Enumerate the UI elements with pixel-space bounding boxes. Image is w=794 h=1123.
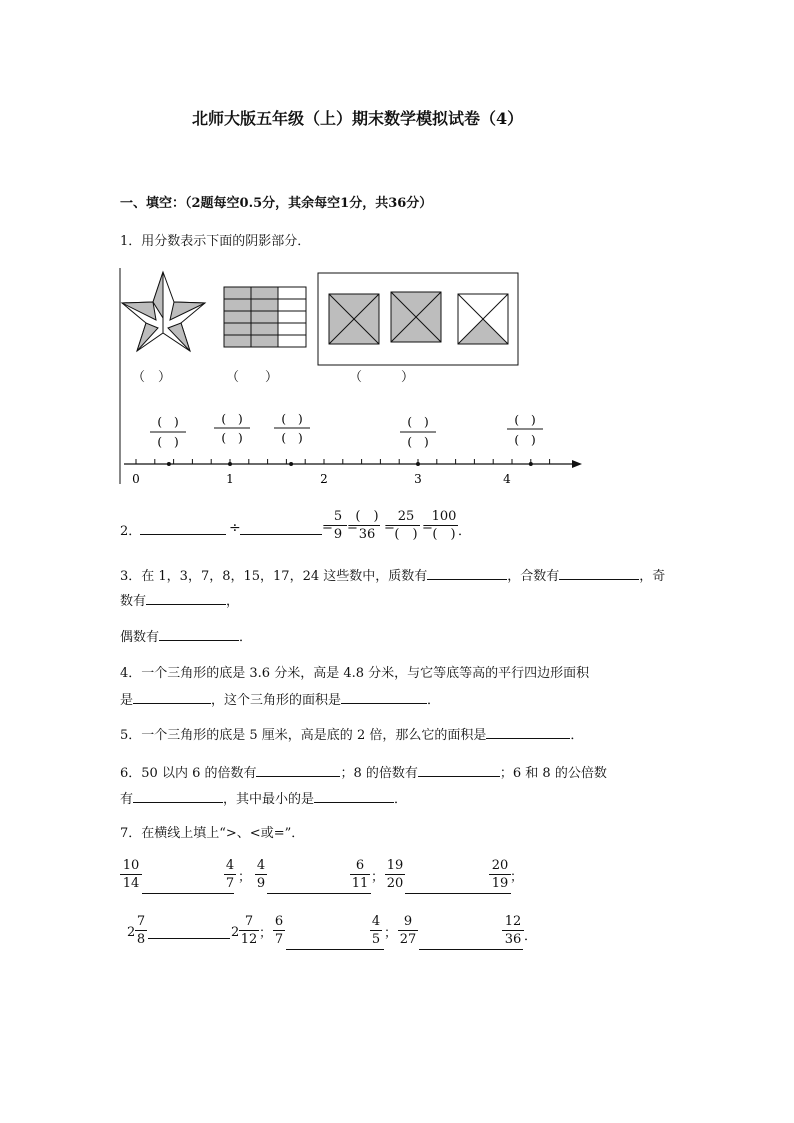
answer-blank[interactable] <box>419 949 523 950</box>
tick-label-4: 4 <box>503 472 511 486</box>
answer-blank[interactable] <box>405 893 511 894</box>
number-line-labels <box>132 472 511 486</box>
answer-blank[interactable] <box>267 893 371 894</box>
blank-numerator: ( ) <box>157 415 179 429</box>
point-marker <box>167 462 171 466</box>
point-marker <box>289 462 293 466</box>
answer-blank[interactable] <box>133 789 223 803</box>
answer-blank[interactable] <box>559 566 639 580</box>
question-6-line2: 有 ，其中最小的是 ． <box>120 788 407 807</box>
divide-sign: ÷ <box>229 520 241 536</box>
question-4-line2: 是 ，这个三角形的面积是 ． <box>120 689 440 708</box>
fraction: 5 9 <box>329 509 347 542</box>
question-3-line1: 3．在 1，3，7，8，15，17，24 这些数中，质数有 ，合数有 ，奇 <box>120 565 665 584</box>
question-3-line3: 偶数有 ． <box>120 626 252 645</box>
answer-blank[interactable] <box>314 789 394 803</box>
point-marker <box>529 462 533 466</box>
tick-label-2: 2 <box>320 472 328 486</box>
semicolon: ； <box>371 870 385 885</box>
grid-rectangle-shape <box>224 287 306 347</box>
blank-numerator: ( ) <box>514 413 536 427</box>
answer-blank[interactable] <box>418 763 500 777</box>
fraction: 7 8 <box>136 914 146 947</box>
point-marker <box>416 462 420 466</box>
fraction: 10 14 <box>120 858 142 891</box>
number-line <box>124 459 582 468</box>
blank-numerator: ( ) <box>221 412 243 426</box>
semicolon: ； <box>510 870 524 885</box>
whole-number: 2 <box>231 925 240 940</box>
answer-blank[interactable] <box>240 534 322 535</box>
question-7-text: 7．在横线上填上“>、<或=”． <box>120 826 305 841</box>
tick-label-1: 1 <box>226 472 234 486</box>
question-6-line1: 6．50 以内 6 的倍数有 ；8 的倍数有 ；6 和 8 的公倍数 <box>120 762 607 781</box>
blank-denominator: ( ) <box>221 431 243 445</box>
blank-denominator: ( ) <box>514 433 536 447</box>
answer-blank[interactable] <box>486 725 570 739</box>
answer-paren-star: （ ） <box>132 370 172 385</box>
tick-label-0: 0 <box>132 472 140 486</box>
answer-blank[interactable] <box>286 949 384 950</box>
answer-paren-grid: （ ） <box>226 370 279 385</box>
answer-blank[interactable] <box>148 938 230 939</box>
answer-blank[interactable] <box>341 690 427 704</box>
question-4-line1: 4．一个三角形的底是 3.6 分米，高是 4.8 分米，与它等底等高的平行四边形面积 <box>120 666 590 681</box>
semicolon: ； <box>384 926 398 941</box>
three-squares-shape <box>318 273 518 365</box>
question-5: 5．一个三角形的底是 5 厘米，高是底的 2 倍，那么它的面积是 ． <box>120 724 583 743</box>
fraction: 12 36 <box>502 914 524 947</box>
blank-numerator: ( ) <box>281 412 303 426</box>
blank-denominator: ( ) <box>281 431 303 445</box>
fraction: 9 27 <box>399 914 417 947</box>
question-2-prefix: 2． <box>120 524 142 539</box>
semicolon: ； <box>238 870 252 885</box>
equals-sign: = <box>422 520 433 535</box>
fraction: 19 20 <box>386 858 404 891</box>
fraction: 6 7 <box>274 914 284 947</box>
blank-denominator: ( ) <box>407 435 429 449</box>
period: ． <box>524 929 538 944</box>
answer-blank[interactable] <box>256 763 340 777</box>
question-1-text: 1．用分数表示下面的阴影部分． <box>120 234 311 249</box>
fraction: 20 19 <box>489 858 511 891</box>
answer-blank[interactable] <box>427 566 507 580</box>
page-title: 北师大版五年级（上）期末数学模拟试卷（4） <box>192 109 524 128</box>
numberline-fraction-blanks <box>150 412 543 449</box>
equals-sign: = <box>347 520 358 535</box>
fraction: 4 9 <box>256 858 266 891</box>
question-3-line2: 数有 ， <box>120 590 239 609</box>
tick-label-3: 3 <box>414 472 422 486</box>
equals-sign: = <box>322 520 333 535</box>
answer-blank[interactable] <box>133 690 211 704</box>
fraction: 4 7 <box>225 858 235 891</box>
point-marker <box>228 462 232 466</box>
fraction: 7 12 <box>240 914 258 947</box>
blank-denominator: ( ) <box>157 435 179 449</box>
question-1-figures <box>0 262 794 522</box>
equals-sign: = <box>384 520 395 535</box>
answer-blank[interactable] <box>159 627 239 641</box>
fraction: 6 11 <box>351 858 369 891</box>
answer-blank[interactable] <box>140 534 226 535</box>
answer-blank[interactable] <box>146 591 226 605</box>
fraction: 4 5 <box>371 914 381 947</box>
answer-blank[interactable] <box>142 893 234 894</box>
blank-numerator: ( ) <box>407 415 429 429</box>
whole-number: 2 <box>127 925 136 940</box>
star-shape <box>122 272 205 351</box>
fraction[interactable]: 100 ( ) <box>431 509 457 542</box>
fraction[interactable]: ( ) 36 <box>355 509 379 542</box>
section-heading: 一、填空：（2题每空0.5分，其余每空1分，共36分） <box>120 196 433 211</box>
period: ． <box>458 524 472 539</box>
fraction[interactable]: 25 ( ) <box>392 509 420 542</box>
semicolon: ； <box>259 926 273 941</box>
answer-paren-squares: （ ） <box>349 370 415 385</box>
